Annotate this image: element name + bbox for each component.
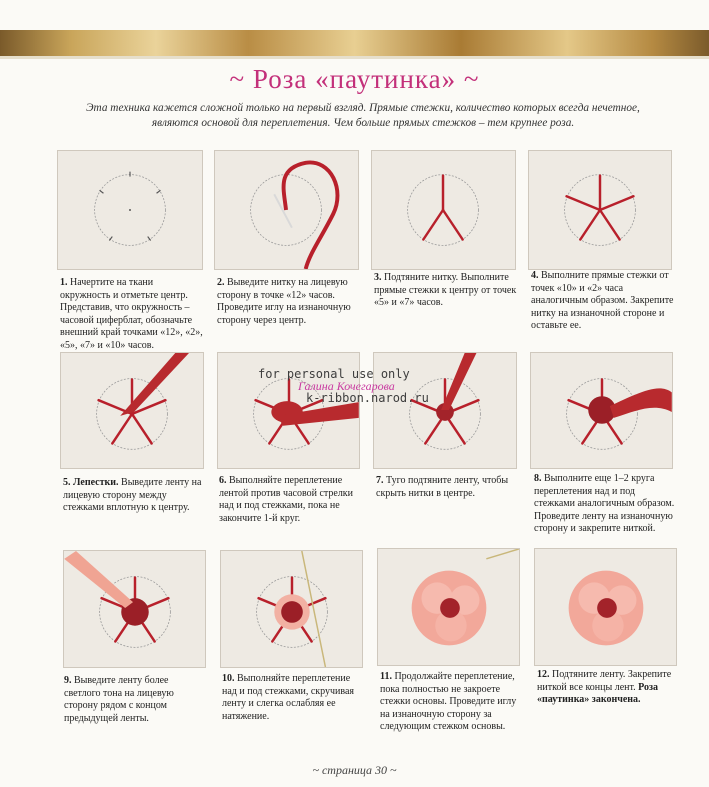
step-2-caption: 2. Выведите нитку на лицевую сторону в точке «12» часов. Проведите иглу на изнаночную сторону через центр. [217,277,351,326]
step-9-photo [63,550,206,668]
step-8-caption: 8. Выполните еще 1–2 круга переплетения над и под стежками аналогичным образом. Проведите ленту на изнаночную сторону и закрепите ниткой. [534,473,675,535]
step-5-photo [60,352,204,469]
step-11-photo [377,548,520,666]
intro-text: Эта техника кажется сложной только на первый взгляд. Прямые стежки, количество которых всегда нечетное, являются основой для переплетения. Чем больше прямых стежков – тем крупнее роза. [86,102,640,129]
step-12-photo [534,548,677,666]
step-11-caption: 11. Продолжайте переплетение, пока полностью не закроете стежки основы. Проведите иглу на изнаночную сторону за следующим стежком основы. [380,671,517,733]
step-4-photo [528,150,672,270]
step-12-caption: 12. Подтяните ленту. Закрепите ниткой все концы лент. Роза «паутинка» закончена. [537,669,672,706]
step-9-caption: 9. Выведите ленту более светлого тона на лицевую сторону рядом с концом предыдущей ленты. [64,675,174,724]
step-7-caption: 7. Туго подтяните ленту, чтобы скрыть нитки в центре. [376,475,509,499]
step-1-photo [57,150,203,270]
step-2-photo [214,150,359,270]
step-3-photo [371,150,516,270]
step-4-caption: 4. Выполните прямые стежки от точек «10» и «2» часа аналогичным образом. Закрепите нитку на изнаночной стороне и оставьте ее. [531,270,674,332]
step-6-caption: 6. Выполняйте переплетение лентой против часовой стрелки над и под стежками, пока не закончите 1-й круг. [219,475,354,524]
step-1-caption: 1. Начертите на ткани окружность и отметьте центр. Представив, что окружность – часовой циферблат, обозначьте внешний край точками «12», «2», «5», «7» и «10» часов. [60,277,203,351]
step-5-caption: 5. Лепестки. Выведите ленту на лицевую сторону между стежками вплотную к центру. [63,477,202,514]
watermark: for personal use only Галина Кочегарова k-ribbon.narod.ru [258,367,429,405]
step-8-photo [530,352,673,469]
step-10-caption: 10. Выполняйте переплетение над и под стежками, скручивая ленту и слегка ослабляя ее натяжение. [222,673,355,722]
decorative-gold-ribbon [0,30,709,56]
page-title: ~ Роза «паутинка» ~ [229,64,480,94]
step-10-photo [220,550,363,668]
step-3-caption: 3. Подтяните нитку. Выполните прямые стежки к центру от точек «5» и «7» часов. [374,272,517,309]
page-number: ~ страница 30 ~ [312,763,397,777]
